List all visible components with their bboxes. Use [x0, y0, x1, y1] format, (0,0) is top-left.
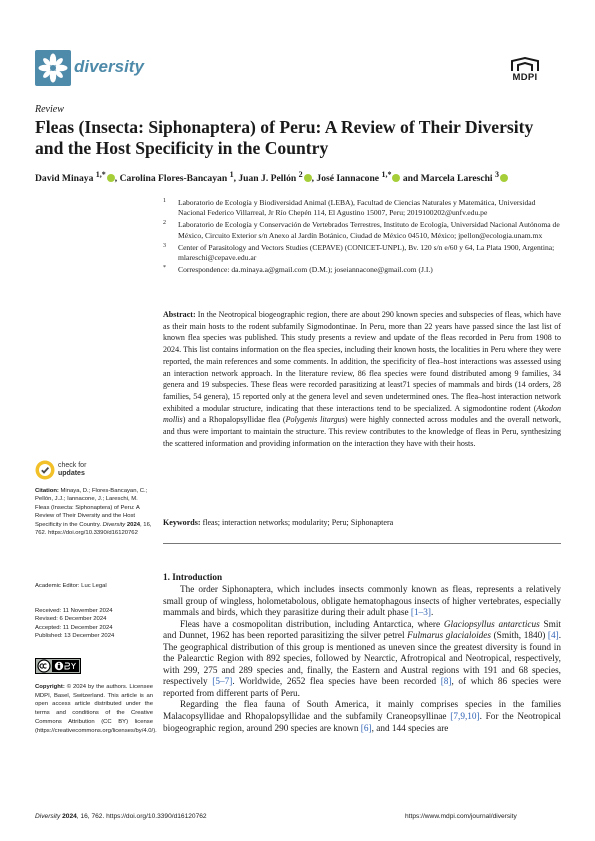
- citation-link[interactable]: [4]: [547, 631, 559, 642]
- published-date: Published: 13 December 2024: [35, 633, 115, 640]
- author-name[interactable]: José Iannacone: [316, 173, 380, 185]
- species-name: Glaciopsyllus antarcticus: [443, 619, 540, 630]
- affiliation-text: Laboratorio de Ecología y Biodiversidad Animal (LEBA), Facultad de Ciencias Naturales y Matemática, Universidad Nacional Federico Villarreal, Jr Río Chepén 114, El Agustino 15007, Peru; 2019100202@unfv.edu.pe: [178, 198, 536, 218]
- check-updates-label: check for: [58, 462, 87, 469]
- author-name[interactable]: David Minaya: [35, 173, 94, 185]
- author-affiliation-sup: 2: [298, 170, 303, 179]
- accepted-date: Accepted: 11 December 2024: [35, 624, 113, 631]
- keywords-text: fleas; interaction networks; modularity; Peru; Siphonaptera: [200, 518, 394, 527]
- text-run: , and 144 species are: [371, 723, 449, 734]
- text-run: Fleas have a cosmopolitan distribution, including Antarctica, where: [180, 619, 444, 630]
- affiliation-number: 3: [163, 242, 166, 249]
- mdpi-logo-icon: [510, 57, 540, 72]
- text-run: The order Siphonaptera, which includes insects commonly known as fleas, represents a relatively small group of wingless, holometabolous, obligate hematophagous insects of higher vertebrates, especially mammals and birds, which they parasitize during their adult phase: [163, 585, 561, 619]
- affiliation-text: Laboratorio de Ecología y Conservación de Vertebrados Terrestres, Instituto de Ecología, Universidad Nacional Autónoma de México, Circuito Exterior s/n Anexo al Jardín Botánico, Ciudad de México 04510, México; jpellon@ecologia.unam.mx: [178, 220, 560, 240]
- affiliation-number: 2: [163, 220, 166, 227]
- author-affiliation-sup: 1,*: [95, 170, 106, 179]
- footer-journal-url[interactable]: https://www.mdpi.com/journal/diversity: [405, 813, 517, 820]
- article-type: Review: [35, 104, 64, 115]
- citation-text: Minaya, D.; Flores-Bancayan, C.; Pellón, J.J.; Iannacone, J.; Lareschi, M. Fleas (Insecta: Siphonaptera) of Peru: A Review of Their Diversity and the Host Specificity in the Country.: [35, 488, 148, 528]
- affiliation-item: [163, 243, 563, 263]
- text-run: , of which 86 species were reported from different parts of Peru.: [163, 677, 561, 699]
- citation-doi[interactable]: , 16, 762. https://doi.org/10.3390/d16120762: [35, 521, 152, 537]
- check-for-updates-button[interactable]: [35, 460, 86, 480]
- publisher-name: MDPI: [512, 72, 538, 83]
- copyright-label: Copyright:: [35, 684, 65, 690]
- species-name: Akodon mollis: [163, 403, 561, 425]
- affiliations: [163, 198, 563, 277]
- author-separator: ,: [114, 173, 120, 185]
- affiliation-item: [163, 220, 563, 240]
- species-name: Polygenis litargus: [285, 415, 345, 425]
- affiliation-item: [163, 198, 563, 218]
- journal-logo-icon: [35, 50, 71, 86]
- author-separator: ,: [311, 173, 317, 185]
- affiliation-number: 1: [163, 198, 166, 204]
- article-dates: [35, 607, 155, 641]
- author-affiliation-sup: 1: [229, 170, 234, 179]
- academic-editor: Academic Editor: Luc Legal: [35, 583, 107, 589]
- abstract-text: ) were highly connected across modules and the overall network, and thus were important to maintain the structure. This review contributes to the knowledge of fleas in Peru, synthesizing the scattered information and providing information on the interaction they have with their hosts.: [163, 415, 561, 448]
- publisher-logo[interactable]: [510, 57, 540, 83]
- received-date: Received: 11 November 2024: [35, 608, 113, 614]
- abstract-text: ) and a Rhopalopsyllidae flea (: [182, 415, 286, 425]
- orcid-icon[interactable]: [500, 174, 508, 182]
- citation-link[interactable]: [7,9,10]: [450, 712, 480, 723]
- cc-by-license-icon[interactable]: [35, 658, 81, 674]
- author-name[interactable]: Marcela Lareschi: [420, 173, 493, 185]
- author-list: [35, 170, 575, 184]
- affiliation-text: Center of Parasitology and Vectors Studies (CEPAVE) (CONICET-UNPL), Bv. 120 s/n e/60 y 64, La Plata 1900, Argentina; mlareschi@cepave.edu.ar: [178, 242, 555, 263]
- paragraph: [163, 620, 561, 701]
- text-run: (Smith, 1840): [490, 631, 548, 642]
- footer-journal: Diversity: [35, 813, 61, 820]
- text-run: .: [430, 608, 434, 619]
- author-separator: and: [400, 173, 421, 185]
- affiliation-number: *: [163, 265, 166, 272]
- check-updates-icon: [35, 460, 55, 480]
- keywords-label: Keywords:: [163, 518, 201, 527]
- text-run: Smit and Dunnet, 1962 has been reported parasitizing the silver petrel: [163, 619, 562, 642]
- text-run: . The geographical distribution of this group is mentioned as uneven since the greatest diversity is found in the Palearctic Region with 892 species, followed by Nearctic, Afrotropical and Neotropical, respectively, with 299, 275 and 289 species and, finally, the Eastern and Austral regions with 191 and 68 species, respectively: [163, 631, 561, 688]
- paragraph: [163, 585, 561, 620]
- citation-block: [35, 487, 153, 537]
- check-updates-label: updates: [58, 470, 85, 477]
- text-run: . For the Neotropical biogeographic region, around 290 species are known: [163, 712, 561, 734]
- abstract-label: Abstract:: [163, 310, 196, 319]
- footer-year: 2024: [60, 813, 77, 820]
- revised-date: Revised: 6 December 2024: [35, 616, 107, 623]
- footer-citation: [35, 813, 207, 820]
- correspondence-text[interactable]: Correspondence: da.minaya.a@gmail.com (D.M.); joseiannacone@gmail.com (J.I.): [178, 265, 433, 275]
- citation-label: Citation:: [35, 488, 59, 494]
- section-heading: 1. Introduction: [163, 572, 223, 582]
- footer-doi[interactable]: , 16, 762. https://doi.org/10.3390/d16120762: [76, 813, 207, 820]
- text-run: . Worldwide, 2652 flea species have been recorded: [232, 677, 441, 688]
- copyright-text: © 2024 by the authors. Licensee MDPI, Basel, Switzerland. This article is an open access article distributed under the terms and conditions of the Creative Commons Attribution (CC BY) license (https://creativecommons.org/licenses/by/4.0/).: [35, 684, 157, 734]
- paragraph: [163, 700, 561, 735]
- citation-link[interactable]: [1–3]: [410, 608, 431, 619]
- keywords: [163, 517, 561, 529]
- author-affiliation-sup: 1,*: [381, 170, 392, 179]
- copyright-notice: [35, 683, 157, 735]
- article-title: Fleas (Insecta: Siphonaptera) of Peru: A Review of Their Diversity and the Host Specificity in the Country: [35, 117, 534, 158]
- species-name: Fulmarus glacialoides: [407, 631, 491, 642]
- author-name[interactable]: Juan J. Pellón: [238, 173, 297, 185]
- abstract: [163, 309, 561, 449]
- section-divider: [163, 543, 561, 544]
- orcid-icon[interactable]: [304, 174, 312, 182]
- citation-year: 2024: [125, 521, 141, 528]
- abstract-text: In the Neotropical biogeographic region, there are about 290 known species and subspecies of fleas, which have as their main hosts to the rodent subfamily Sigmodontinae. In Peru, more than 22 years have passed since the last list of known flea species was published. This study presents a review and update of the fleas recorded in Peru from 1908 to 2024. This list contains information on the flea species, including their known hosts, the localities in Peru where they were reported, the main references and some comments. In addition, the specificity of flea–host interactions was assessed using an interaction network approach. In the literature review, 86 flea species were found distributed among 9 families, 34 genera and 19 subspecies. These fleas were recorded parasitizing at least71 species of mammals and birds (14 orders, 28 families, 54 genera), 15 reported only at the genera level and seven undetermined ones. The flea–host interaction network exhibited a modular structure, indicating that these interactions tend to be specialized. A sigmodontine rodent (: [163, 310, 561, 413]
- citation-link[interactable]: [8]: [440, 677, 452, 688]
- journal-name[interactable]: diversity: [74, 57, 144, 76]
- correspondence: [163, 265, 563, 275]
- author-separator: ,: [233, 173, 239, 185]
- author-name[interactable]: Carolina Flores-Bancayan: [119, 173, 228, 185]
- body-text: [163, 585, 561, 735]
- citation-link[interactable]: [6]: [360, 723, 372, 734]
- citation-journal: Diversity: [102, 521, 126, 528]
- citation-link[interactable]: [5–7]: [212, 677, 233, 688]
- orcid-icon[interactable]: [107, 174, 115, 182]
- author-affiliation-sup: 3: [495, 170, 499, 179]
- text-run: Regarding the flea fauna of South America, it mainly comprises species in the families Malacopsyllidae and Rhopalopsyllidae and the subfamily Craneopsyllinae: [163, 700, 561, 723]
